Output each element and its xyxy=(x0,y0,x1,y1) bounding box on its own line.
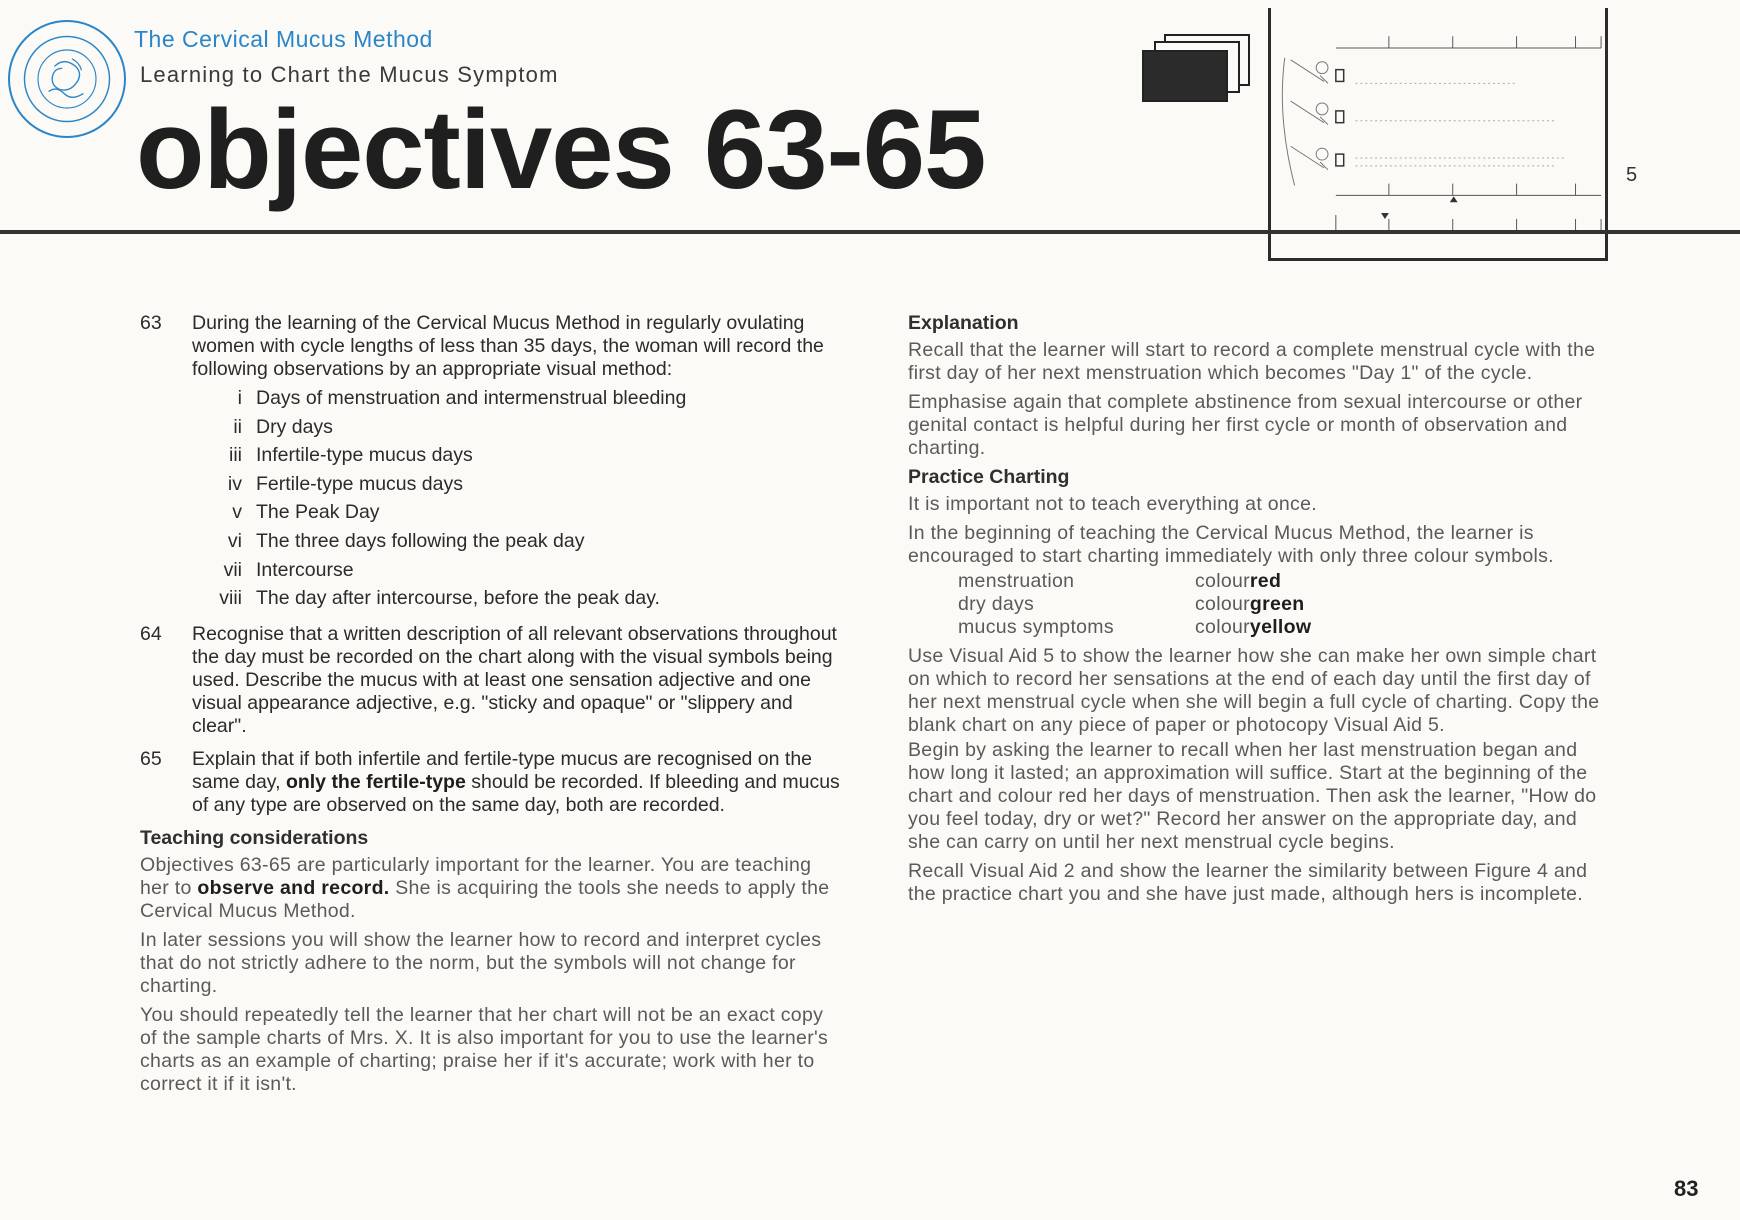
teaching-paragraph: In later sessions you will show the learner how to record and interpret cycles that do not strictly adhere to the norm, but the symbols will not change for charting. xyxy=(140,928,822,997)
list-numeral: iii xyxy=(229,444,242,467)
list-text: The three days following the peak day xyxy=(256,529,585,552)
objective-65 xyxy=(140,748,840,817)
right-column xyxy=(908,312,1608,912)
list-text: Days of menstruation and intermenstrual bleeding xyxy=(256,387,687,409)
text-run: Explain that if both infertile and fertile-type mucus are recognised on the same day, xyxy=(192,747,813,793)
observation-list xyxy=(192,384,840,613)
logo-emblem-icon xyxy=(10,22,124,136)
objective-text: During the learning of the Cervical Mucus Method in regularly ovulating women with cycle lengths of less than 35 days, the woman will record the following observations by an appropriate visual method: xyxy=(192,312,824,380)
text-run: Objectives 63-65 are particularly important for the learner. You are teaching her to xyxy=(140,853,812,899)
colour-row xyxy=(958,570,1608,593)
visual-aid-chart-illustration xyxy=(1271,8,1605,258)
visual-aid-number: 5 xyxy=(1626,164,1638,186)
visual-aid-cards-icon xyxy=(1142,34,1252,102)
practice-paragraph: Begin by asking the learner to recall when her last menstruation began and how long it lasted; an approximation will suffice. Start at the beginning of the chart and colour red her days of menstruation. Then ask the learner, "How do you feel today, dry or wet?" Record her answer on the appropriate day, and she can carry on until her next menstrual cycle begins. xyxy=(908,739,1597,853)
list-numeral: i xyxy=(237,387,242,409)
list-item xyxy=(192,470,840,499)
objective-number: 63 xyxy=(140,312,162,334)
explanation-paragraph: Recall that the learner will start to record a complete menstrual cycle with the first day of her next menstruation which becomes "Day 1" of the cycle. xyxy=(908,339,1596,384)
list-item xyxy=(192,498,840,527)
text-run: She is acquiring the tools she needs to apply the Cervical Mucus Method. xyxy=(140,876,830,922)
teaching-considerations-heading: Teaching considerations xyxy=(140,826,369,849)
list-numeral: iv xyxy=(227,472,242,495)
list-item xyxy=(192,527,840,556)
list-text: Infertile-type mucus days xyxy=(256,444,473,467)
page-number: 83 xyxy=(1674,1176,1699,1201)
list-text: Intercourse xyxy=(256,558,354,581)
list-item xyxy=(192,584,840,613)
colour-row-label: menstruation xyxy=(958,570,1075,592)
teaching-paragraph: You should repeatedly tell the learner that her chart will not be an exact copy of the sample charts of Mrs. X. It is also important for you to use the learner's charts as an example of charting; praise her if it's accurate; work with her to correct it if it isn't. xyxy=(140,1003,829,1095)
header-divider xyxy=(0,230,1740,234)
page-title: objectives 63-65 xyxy=(136,87,986,212)
list-text: Fertile-type mucus days xyxy=(256,472,463,495)
colour-row xyxy=(958,593,1608,616)
list-item xyxy=(192,413,840,442)
colour-symbol-table xyxy=(958,570,1608,639)
page-subtitle: Learning to Chart the Mucus Symptom xyxy=(140,62,559,87)
explanation-paragraph: Emphasise again that complete abstinence from sexual intercourse or other genital contact is helpful during her first cycle or month of observation and charting. xyxy=(908,391,1583,459)
left-column xyxy=(140,312,840,1102)
list-numeral: vi xyxy=(227,529,242,552)
objective-body xyxy=(192,312,840,613)
list-numeral: viii xyxy=(219,587,242,610)
emphasis-text: observe and record. xyxy=(197,876,390,899)
list-item xyxy=(192,556,840,585)
objective-63 xyxy=(140,312,840,613)
series-title: The Cervical Mucus Method xyxy=(134,26,433,52)
colour-value: green xyxy=(1249,593,1305,615)
objective-text: Recognise that a written description of all relevant observations throughout the day must be recorded on the chart along with the visual symbols being used. Describe the mucus with at least one sensation adjective and one visual appearance adjective, e.g. "sticky and opaque" or "slippery and clear". xyxy=(192,622,837,737)
list-text: Dry days xyxy=(256,415,333,438)
list-numeral: ii xyxy=(233,415,242,438)
practice-paragraph: Recall Visual Aid 2 and show the learner the similarity between Figure 4 and the practice chart you and she have just made, although hers is incomplete. xyxy=(908,860,1588,905)
colour-prefix: colour xyxy=(1195,593,1250,615)
explanation-heading: Explanation xyxy=(908,312,1019,334)
list-item xyxy=(192,441,840,470)
logo xyxy=(8,20,126,138)
practice-paragraph: Use Visual Aid 5 to show the learner how she can make her own simple chart on which to record her sensations at the end of each day until the first day of her next menstrual cycle when she will begin a full cycle of charting. Copy the blank chart on any piece of paper or photocopy Visual Aid 5. xyxy=(908,645,1600,736)
emphasis-text: only the fertile-type xyxy=(285,770,466,793)
visual-aid-thumbnail xyxy=(1268,8,1608,261)
objective-64 xyxy=(140,623,840,738)
practice-paragraph: It is important not to teach everything at once. xyxy=(908,493,1317,515)
objective-text xyxy=(192,748,840,817)
practice-paragraph: In the beginning of teaching the Cervical Mucus Method, the learner is encouraged to start charting immediately with only three colour symbols. xyxy=(908,522,1554,567)
list-numeral: v xyxy=(232,501,242,524)
list-text: The day after intercourse, before the peak day. xyxy=(256,587,660,610)
list-numeral: vii xyxy=(223,558,242,581)
list-text: The Peak Day xyxy=(256,501,380,524)
colour-value: red xyxy=(1249,570,1282,592)
text-run: should be recorded. If bleeding and mucus of any type are observed on the same day, both are recorded. xyxy=(192,770,840,816)
colour-row-label: mucus symptoms xyxy=(958,616,1114,638)
colour-value: yellow xyxy=(1249,616,1312,638)
colour-prefix: colour xyxy=(1195,616,1250,638)
list-item xyxy=(192,384,840,413)
colour-row-label: dry days xyxy=(958,593,1035,615)
practice-charting-heading: Practice Charting xyxy=(908,466,1070,488)
colour-prefix: colour xyxy=(1195,570,1250,592)
teaching-paragraph xyxy=(140,854,840,923)
objective-number: 64 xyxy=(140,622,162,645)
colour-row xyxy=(958,616,1608,639)
objective-number: 65 xyxy=(140,747,162,770)
